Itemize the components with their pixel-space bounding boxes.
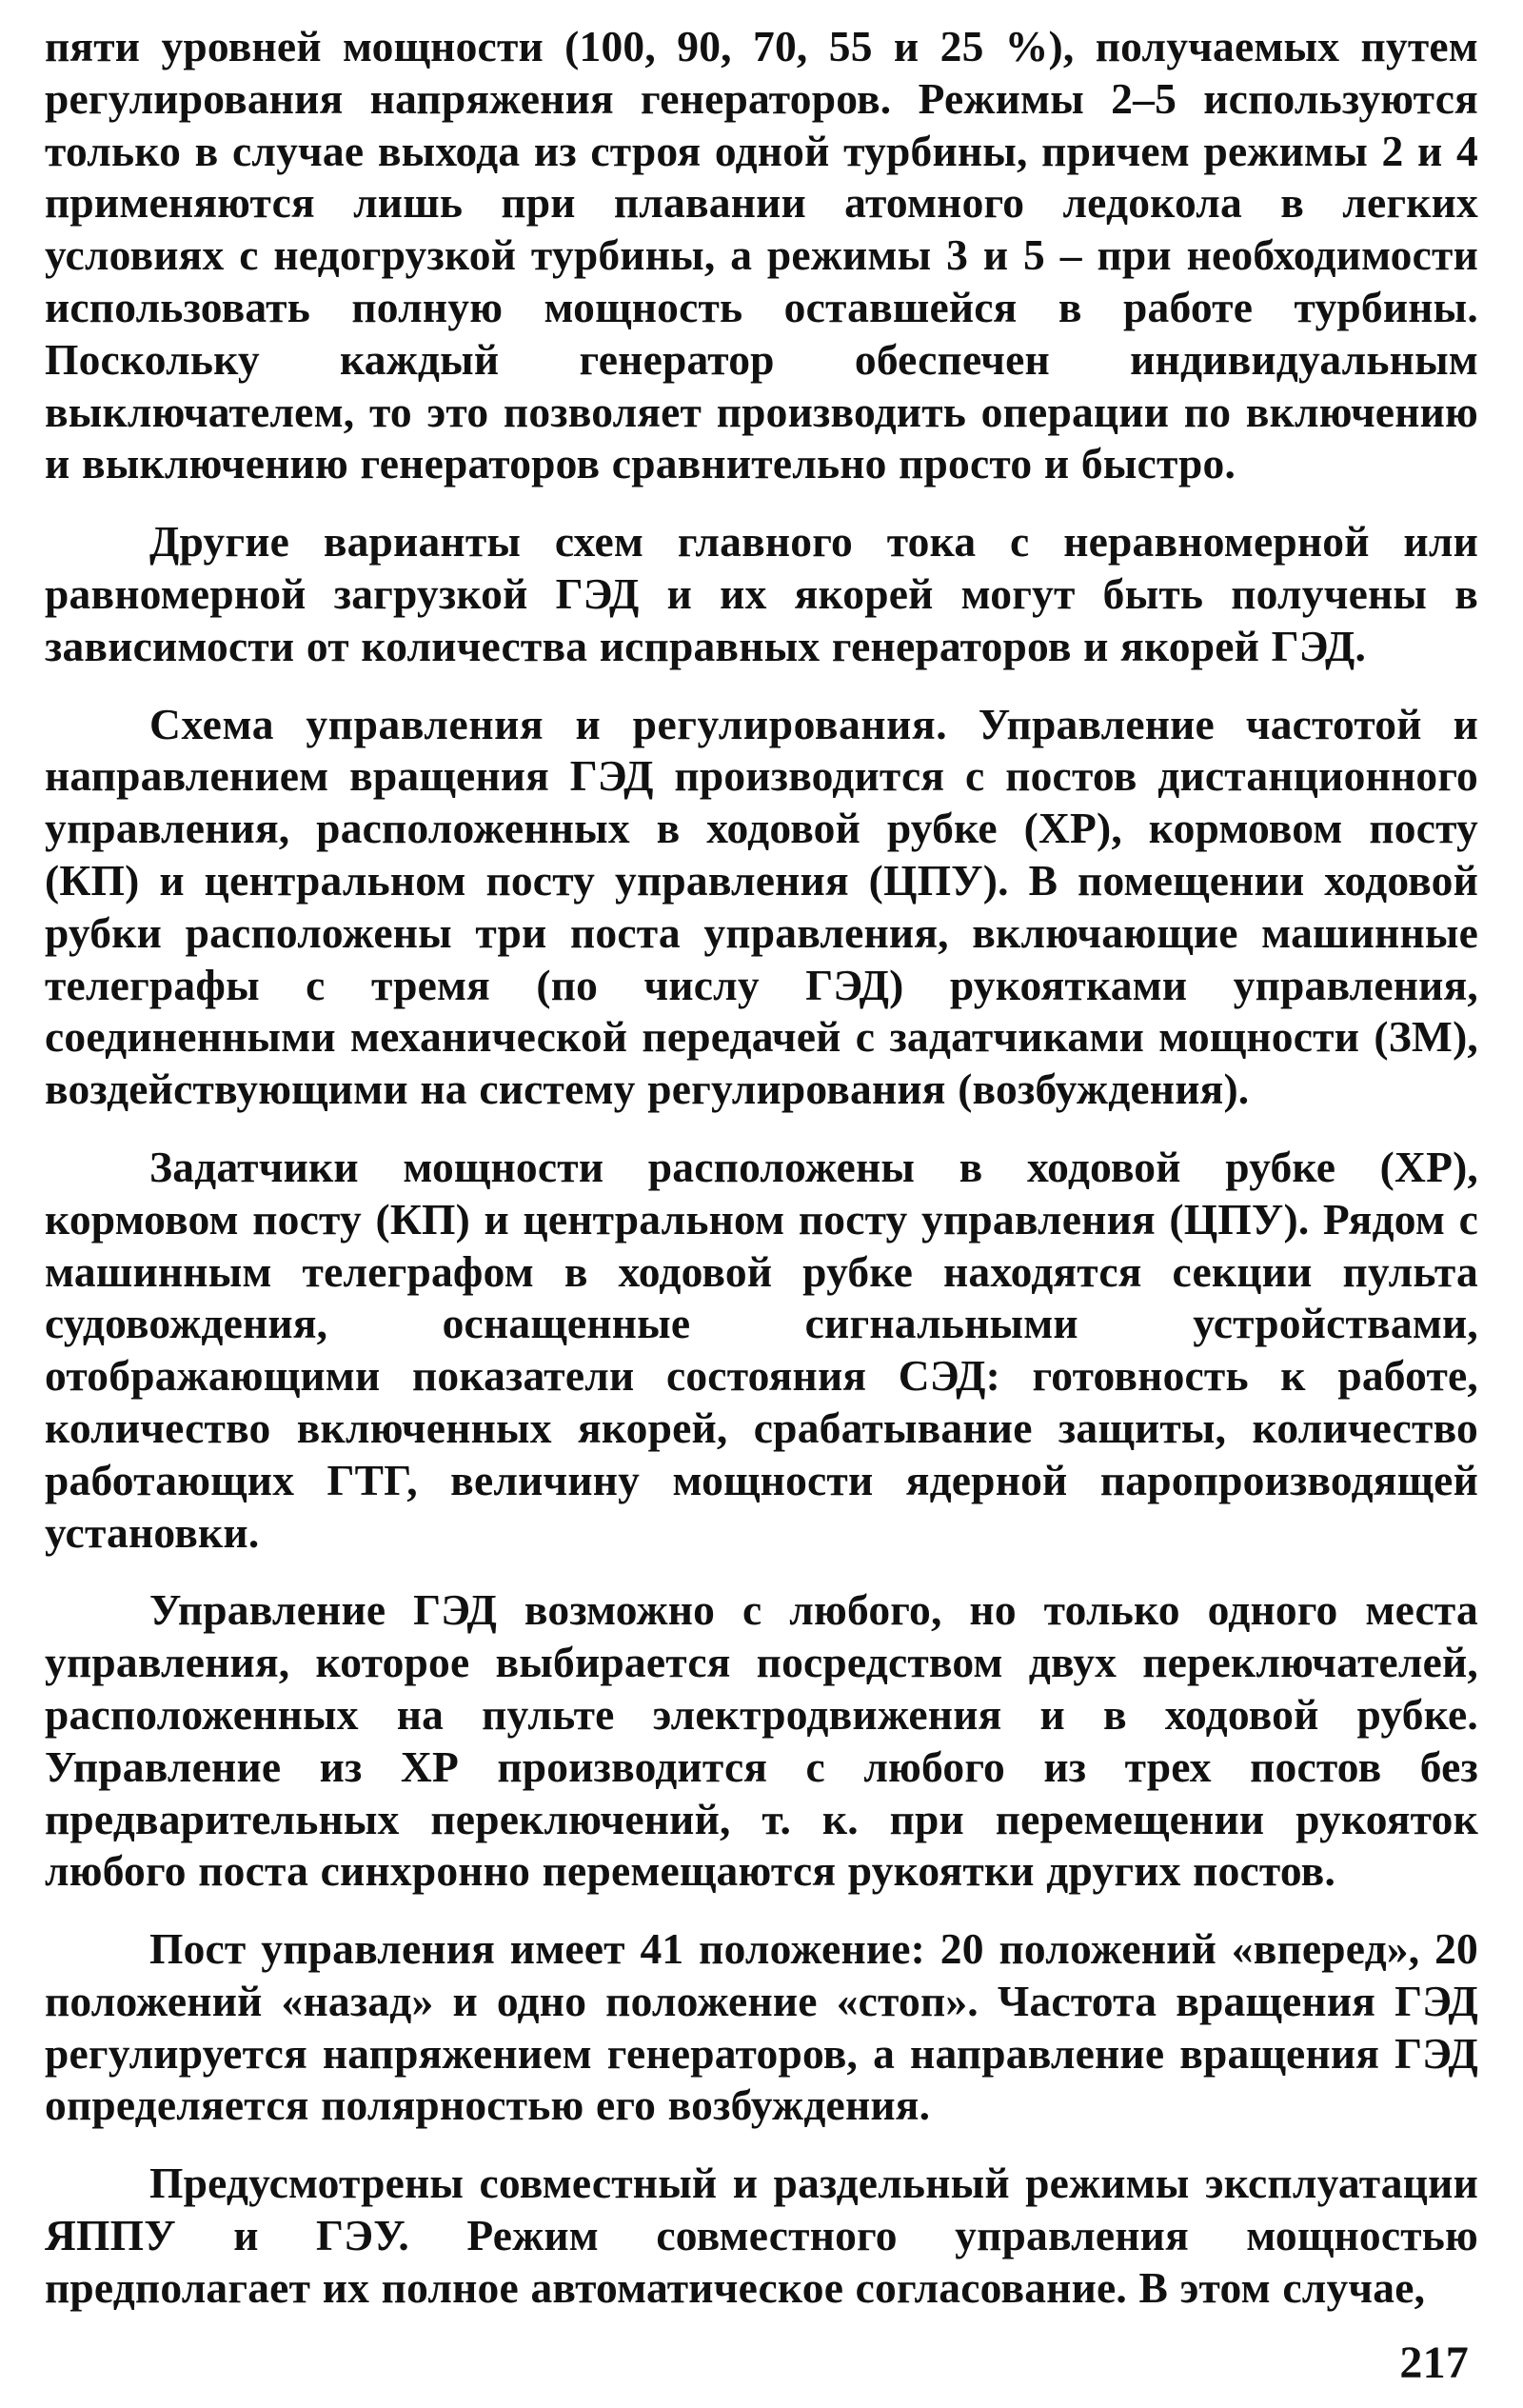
paragraph-3 xyxy=(45,699,1478,1116)
paragraph-1: пяти уровней мощности (100, 90, 70, 55 и 25 %), получаемых путем регулирования напряжения генераторов. Режимы 2–5 используются только в случае выхода из строя одной турбины, причем режимы 2 и 4 применяются лишь при плавании атомного ледокола в легких условиях с недогрузкой турбины, а режимы 3 и 5 – при необходимости использовать полную мощность оставшейся в работе турбины. Поскольку каждый генератор обеспечен индивидуальным выключателем, то это позволяет производить операции по включению и выключению генераторов сравнительно просто и быстро. xyxy=(45,22,1478,488)
document-page xyxy=(45,21,1478,2389)
paragraph-2: Другие варианты схем главного тока с неравномерной или равномерной загрузкой ГЭД и их якорей могут быть получены в зависимости от количества исправных генераторов и якорей ГЭД. xyxy=(45,517,1478,670)
paragraph-6: Пост управления имеет 41 положение: 20 положений «вперед», 20 положений «назад» и одно положение «стоп». Частота вращения ГЭД регулируется напряжением генераторов, а направление вращения ГЭД определяется полярностью его возбуждения. xyxy=(45,1924,1478,2130)
paragraph-4: Задатчики мощности расположены в ходовой рубке (ХР), кормовом посту (КП) и центральном посту управления (ЦПУ). Рядом с машинным телеграфом в ходовой рубке находятся секции пульта судовождения, оснащенные сигнальными устройствами, отображающими показатели состояния СЭД: готовность к работе, количество включенных якорей, срабатывание защиты, количество работающих ГТГ, величину мощности ядерной паропроизводящей установки. xyxy=(45,1142,1478,1557)
page-number: 217 xyxy=(1399,2338,1469,2389)
section-heading: Схема управления и регулирования xyxy=(149,699,937,748)
paragraph-7: Предусмотрены совместный и раздельный режимы эксплуатации ЯППУ и ГЭУ. Режим совместного управления мощностью предполагает их полное автоматическое согласование. В этом случае, xyxy=(45,2159,1478,2312)
paragraph-3-text: . Управление частотой и направлением вращения ГЭД производится с постов дистанционного управления, расположенных в ходовой рубке (ХР), кормовом посту (КП) и центральном посту управления (ЦПУ). В помещении ходовой рубки расположены три поста управления, включающие машинные телеграфы с тремя (по числу ГЭД) рукоятками управления, соединенными механической передачей с задатчиками мощности (ЗМ), воздействующими на систему регулирования (возбуждения). xyxy=(45,699,1478,1114)
paragraph-5: Управление ГЭД возможно с любого, но только одного места управления, которое выбирается посредством двух переключателей, расположенных на пульте электродвижения и в ходовой рубке. Управление из ХР производится с любого из трех постов без предварительных переключений, т. к. при перемещении рукояток любого поста синхронно перемещаются рукоятки других постов. xyxy=(45,1585,1478,1896)
